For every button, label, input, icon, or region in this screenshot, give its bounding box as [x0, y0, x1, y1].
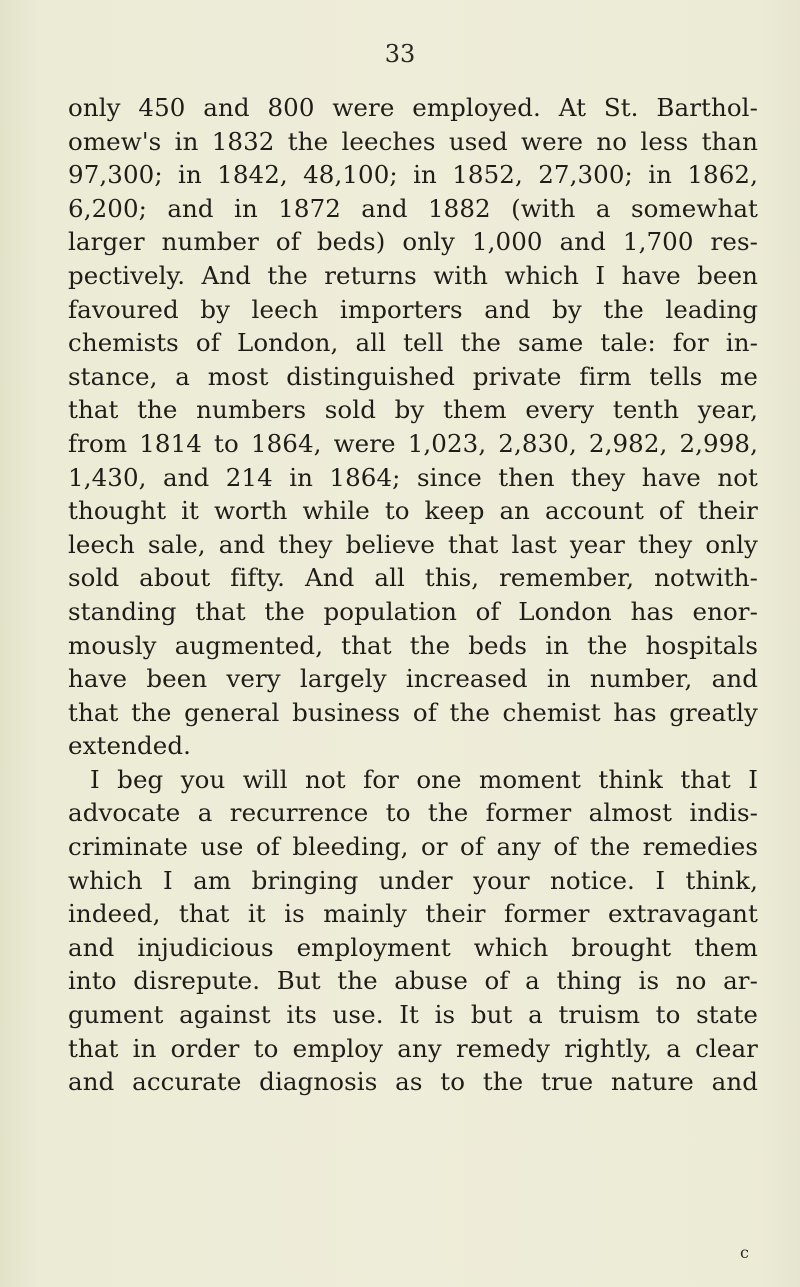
- text-line: favoured by leech importers and by the leading: [68, 294, 758, 324]
- text-line: only 450 and 800 were employed. At St. Barthol-: [68, 93, 758, 122]
- paragraph-2: [68, 763, 758, 1099]
- text-line: and injudicious employment which brought them: [68, 932, 758, 962]
- text-line: pectively. And the returns with which I have been: [68, 260, 758, 290]
- text-line: larger number of beds) only 1,000 and 1,700 res-: [68, 227, 758, 257]
- text-line: and accurate diagnosis as to the true nature and: [68, 1067, 758, 1097]
- text-line: have been very largely increased in number, and: [68, 664, 758, 694]
- text-line: 1,430, and 214 in 1864; since then they have not: [68, 462, 758, 492]
- text-line: leech sale, and they believe that last year they only: [68, 529, 758, 559]
- paragraph-1: [68, 91, 758, 763]
- body-text: [68, 91, 758, 1099]
- text-line: standing that the population of London has enor-: [68, 596, 758, 626]
- text-line: indeed, that it is mainly their former extravagant: [68, 899, 758, 929]
- text-line: 97,300; in 1842, 48,100; in 1852, 27,300; in 1862,: [68, 160, 758, 190]
- text-line: gument against its use. It is but a truism to state: [68, 1000, 758, 1030]
- text-line: stance, a most distinguished private firm tells me: [68, 361, 758, 391]
- text-line: advocate a recurrence to the former almost indis-: [68, 798, 758, 828]
- text-line: criminate use of bleeding, or of any of the remedies: [68, 832, 758, 862]
- page-number: 33: [384, 40, 416, 68]
- text-line: thought it worth while to keep an account of their: [68, 496, 758, 526]
- text-line: from 1814 to 1864, were 1,023, 2,830, 2,982, 2,998,: [68, 428, 758, 458]
- text-line: sold about fifty. And all this, remember, notwith-: [68, 563, 758, 593]
- text-line: into disrepute. But the abuse of a thing is no ar-: [68, 966, 758, 996]
- text-line: extended.: [68, 731, 191, 761]
- text-line: omew's in 1832 the leeches used were no less than: [68, 126, 758, 156]
- text-line: chemists of London, all tell the same tale: for in-: [68, 328, 758, 358]
- text-line: that the general business of the chemist has greatly: [68, 697, 758, 727]
- text-line: I beg you will not for one moment think that I: [90, 764, 758, 794]
- text-line: 6,200; and in 1872 and 1882 (with a somewhat: [68, 193, 758, 223]
- text-line: that in order to employ any remedy rightly, a clear: [68, 1033, 758, 1063]
- signature-mark: c: [740, 1243, 749, 1262]
- text-line: mously augmented, that the beds in the hospitals: [68, 630, 758, 660]
- text-line: that the numbers sold by them every tenth year,: [68, 395, 758, 425]
- text-line: which I am bringing under your notice. I think,: [68, 865, 758, 895]
